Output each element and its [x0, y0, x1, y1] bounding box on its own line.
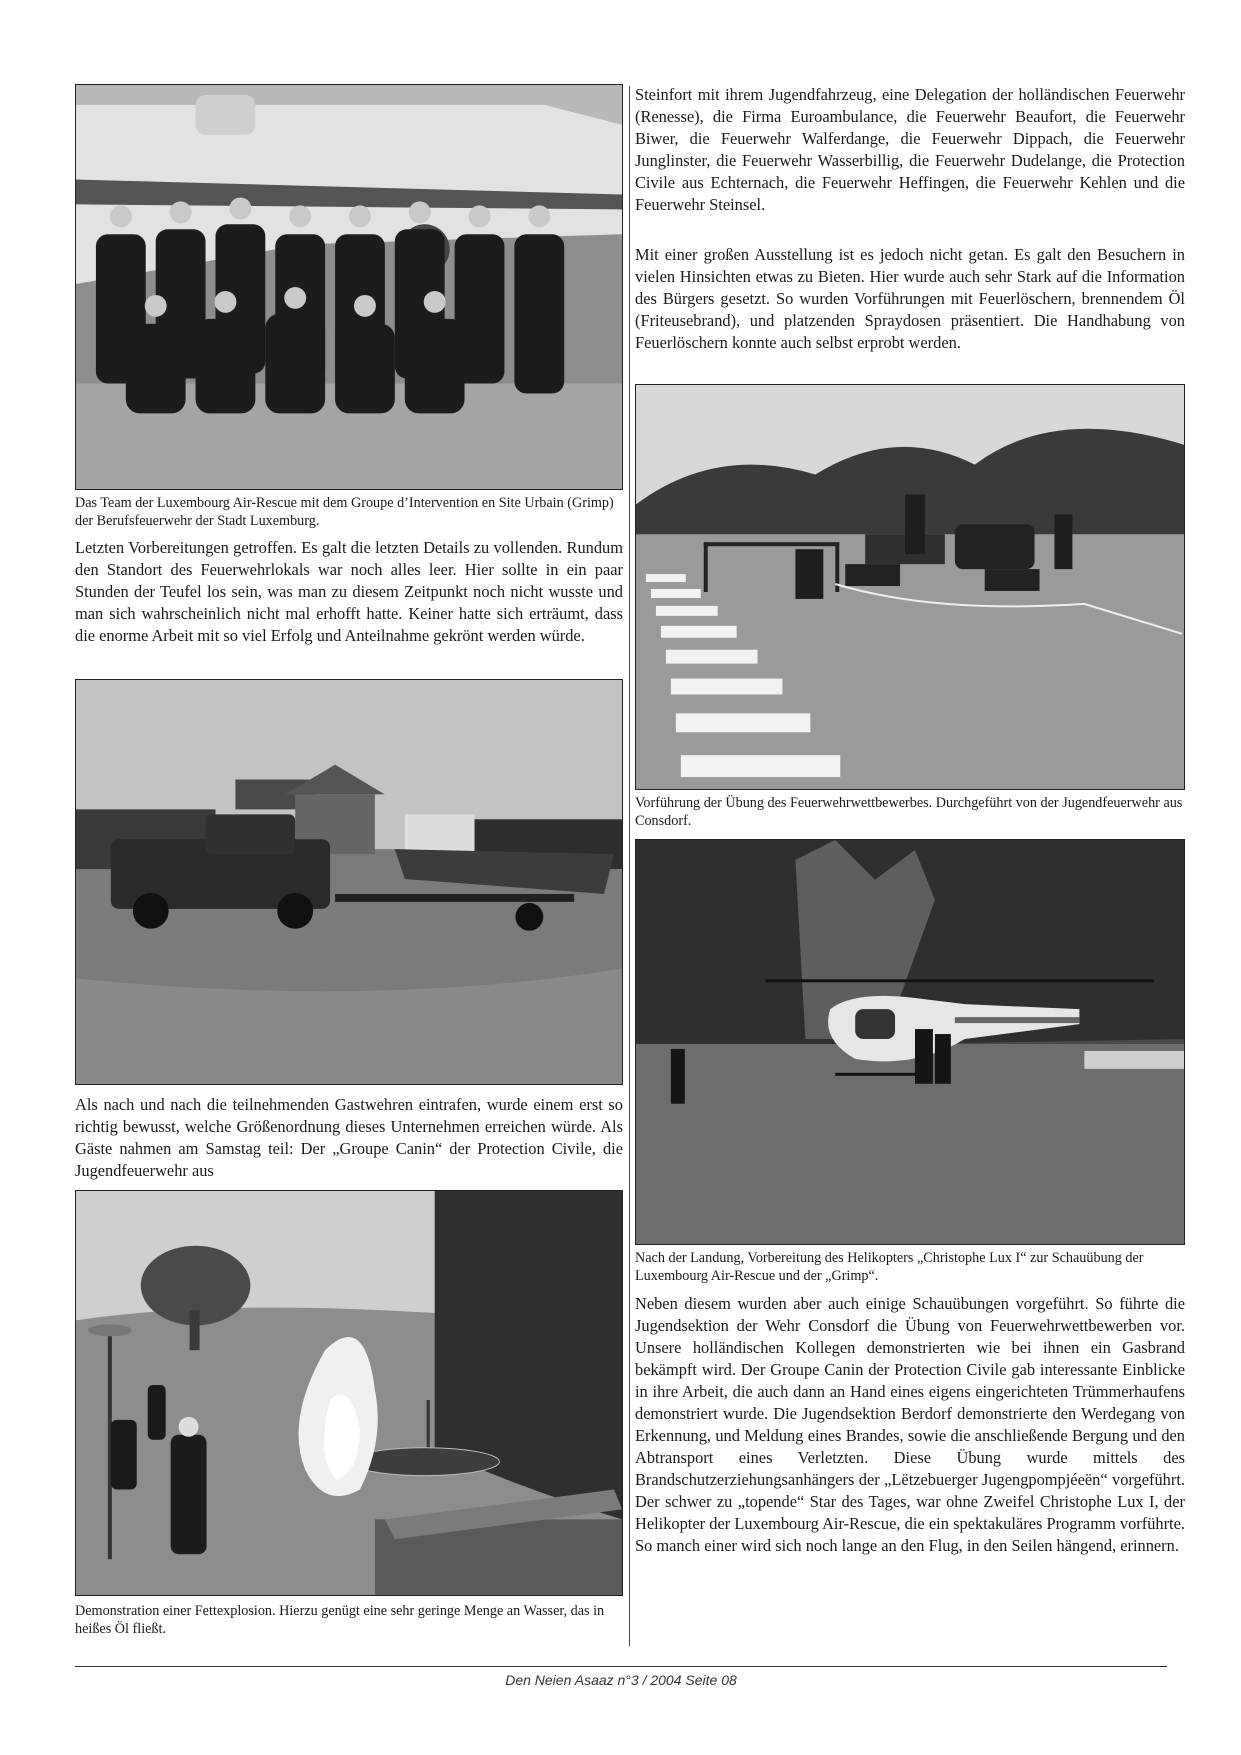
- page-footer: Den Neien Asaaz n°3 / 2004 Seite 08: [505, 1672, 737, 1688]
- helicopter-landing-photo: [635, 839, 1185, 1245]
- vehicle-exhibition-photo: [75, 679, 623, 1085]
- column-divider: [629, 86, 630, 1646]
- footer-rule: [75, 1666, 1167, 1667]
- paragraph-guests-arrival: Als nach und nach die teilnehmenden Gastwehren eintrafen, wurde einem erst so richtig bewusst, welche Größenordnung dieses Unternehmen erreichen würde. Als Gäste nahmen am Samstag teil: Der „Groupe Canin“ der Protection Civile, die Jugendfeuerwehr aus: [75, 1095, 623, 1180]
- team-helicopter-photo: [75, 84, 623, 490]
- caption-fat-explosion: Demonstration einer Fettexplosion. Hierzu genügt eine sehr geringe Menge an Wasser, das in heißes Öl fließt.: [75, 1603, 605, 1637]
- fat-explosion-photo: [75, 1190, 623, 1596]
- caption-team-photo: Das Team der Luxembourg Air-Rescue mit dem Groupe d’Intervention en Site Urbain (Grimp) der Berufsfeuerwehr der Stadt Luxemburg.: [75, 495, 614, 529]
- paragraph-exhibition: Mit einer großen Ausstellung ist es jedoch nicht getan. Es galt den Besuchern in vielen Hinsichten etwas zu Bieten. Hier wurde auch sehr Stark auf die Information des Bürgers gesetzt. So wurden Vorführungen mit Feuerlöschern, brennendem Öl (Friteusebrand), und platzenden Spraydosen präsentiert. Die Handhabung von Feuerlöschern konnte auch selbst erprobt werden.: [635, 245, 1185, 352]
- paragraph-preparations: Letzten Vorbereitungen getroffen. Es galt die letzten Details zu vollenden. Rundum den Standort des Feuerwehrlokals war noch alles leer. Hier sollte in ein paar Stunden der Teufel los sein, was man zu diesem Zeitpunkt noch nicht wusste und man sich wahrscheinlich nicht mal erhofft hatte. Keiner hatte sich erträumt, dass die enorme Arbeit mit so viel Erfolg und Anteilnahme gekrönt werden würde.: [75, 538, 623, 645]
- caption-helicopter: Nach der Landung, Vorbereitung des Helikopters „Christophe Lux I“ zur Schauübung der Luxembourg Air-Rescue und der „Grimp“.: [635, 1250, 1144, 1284]
- caption-youth-drill: Vorführung der Übung des Feuerwehrwettbewerbes. Durchgeführt von der Jugendfeuerwehr aus Consdorf.: [635, 795, 1183, 829]
- youth-drill-photo: [635, 384, 1185, 790]
- paragraph-demonstrations: Neben diesem wurden aber auch einige Schauübungen vorgeführt. So führte die Jugendsektion der Wehr Consdorf die Übung von Feuerwehrwettbewerben vor. Unsere holländischen Kollegen demonstrierten wie bei ihnen ein Gasbrand bekämpft wird. Der Groupe Canin der Protection Civile gab interessante Einblicke in ihre Arbeit, die auch dann an Hand eines eigens eingerichteten Trümmerhaufens demonstriert wurde. Die Jugendsektion Berdorf demonstrierte den Werdegang von Erkennung, und Meldung eines Brandes, sowie die anschließende Bergung und den Abtransport eines Verletzten. Diese Übung wurde mittels des Brandschutzerziehungsanhängers der „Lëtzebuerger Jugengpompjéeën“ vorgeführt. Der schwer zu „topende“ Star des Tages, war ohne Zweifel Christophe Lux I, der Helikopter der Luxembourg Air-Rescue, die ein spektakuläres Programm vorführte. So manch einer wird sich noch lange an den Flug, in den Seilen hängend, erinnern.: [635, 1294, 1185, 1555]
- paragraph-guest-list: Steinfort mit ihrem Jugendfahrzeug, eine Delegation der holländischen Feuerwehr (Renesse), die Firma Euroambulance, die Feuerwehr Beaufort, die Feuerwehr Biwer, die Feuerwehr Walferdange, die Feuerwehr Dippach, die Feuerwehr Junglinster, die Feuerwehr Wasserbillig, die Feuerwehr Dudelange, die Protection Civile aus Echternach, die Feuerwehr Heffingen, die Feuerwehr Kehlen und die Feuerwehr Steinsel.: [635, 85, 1185, 214]
